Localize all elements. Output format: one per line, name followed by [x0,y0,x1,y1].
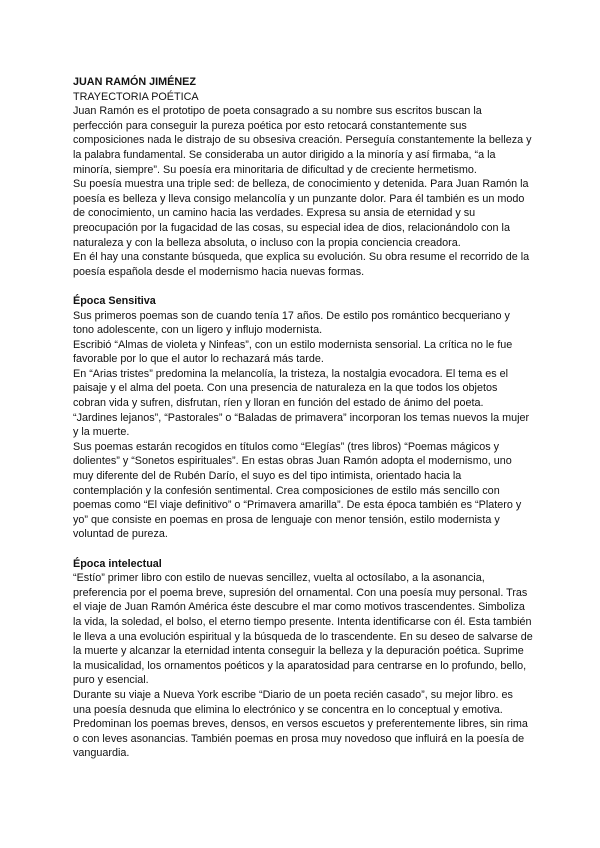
intelectual-paragraph: “Estío” primer libro con estilo de nuevas sencillez, vuelta al octosílabo, a la asonancia, preferencia por el poema breve, supresión del ornamental. Con una poesía muy personal. Tras el viaje de Juan Ramón América éste descubre el mar como motivos trascendentes. Simboliza la vida, la soledad, el bolso, el eterno tiempo presente. Intenta identificarse con él. Esta también le lleva a una evolución espiritual y la búsqueda de lo trascendente. En su deseo de salvarse de la muerte y alcanzar la eternidad intenta conseguir la belleza y la depuración poética. Suprime la musicalidad, los ornamentos poéticos y la aparatosidad para centrarse en lo profundo, bello, puro y esencial. [73,572,533,687]
intro-paragraph: Su poesía muestra una triple sed: de belleza, de conocimiento y detenida. Para Juan Ramón la poesía es belleza y lleva consigo melancolía y un punzante dolor. Para él también es un modo de conocimiento, un camino hacia las verdades. Expresa su ansia de eternidad y su preocupación por la fugacidad de las cosas, su especial idea de dios, relacionándolo con la naturaleza y con la belleza absoluta, o incluso con la propia conciencia creadora. [73,178,529,249]
section-heading-intelectual: Época intelectual [73,557,162,570]
sensitiva-paragraph: En “Arias tristes” predomina la melancolía, la tristeza, la nostalgia evocadora. El tema es el paisaje y el alma del poeta. Con una presencia de naturaleza en la que todos los objetos cobran vida y sufren, disfrutan, ríen y lloran en función del estado de ánimo del poeta. [73,367,509,410]
document-subtitle: TRAYECTORIA POÉTICA [73,90,199,103]
intro-paragraph: Juan Ramón es el prototipo de poeta consagrado a su nombre sus escritos buscan la perfección para conseguir la pureza poética por esto retocará constantemente sus composiciones nada le distrajo de su obsesiva creación. Perseguía constantemente la belleza y la palabra fundamental. Se consideraba un autor dirigido a la minoría y así firmaba, “a la minoría, siempre”. Su poesía era minoritaria de dificultad y de creciente hermetismo. [73,105,532,176]
document-title: JUAN RAMÓN JIMÉNEZ [73,76,196,88]
section-heading-sensitiva: Época Sensitiva [73,294,156,307]
intelectual-paragraph: Durante su viaje a Nueva York escribe “Diario de un poeta recién casado”, su mejor libro. es una poesía desnuda que elimina lo electrónico y se concentra en lo conceptual y emotiva. Predominan los poemas breves, densos, en versos escuetos y preferentemente libres, sin rima o con leves asonancias. También poemas en prosa muy novedoso que influirá en la poesía de vanguardia. [73,688,528,760]
sensitiva-paragraph: “Jardines lejanos”, “Pastorales” o “Baladas de primavera” incorporan los temas nuevos la mujer y la muerte. [73,411,530,439]
sensitiva-paragraph: Sus primeros poemas son de cuando tenía 17 años. De estilo pos romántico becqueriano y tono adolescente, con un ligero y influjo modernista. [73,309,510,337]
document-page [73,75,533,761]
sensitiva-paragraph: Escribió “Almas de violeta y Ninfeas”, con un estilo modernista sensorial. La crítica no le fue favorable por lo que el autor lo rechazará más tarde. [73,338,513,366]
intro-paragraph: En él hay una constante búsqueda, que explica su evolución. Su obra resume el recorrido de la poesía española desde el modernismo hacia nuevas formas. [73,251,530,278]
sensitiva-paragraph: Sus poemas estarán recogidos en títulos como “Elegías” (tres libros) “Poemas mágicos y dolientes” y “Sonetos espirituales”. En estas obras Juan Ramón adopta el modernismo, uno muy diferente del de Rubén Darío, el suyo es del tipo intimista, orientado hacia la contemplación y la confesión sentimental. Crea composiciones de estilo más sencillo con poemas como “El viaje definitivo” o “Primavera amarilla”. De esta época también es “Platero y yo” que consiste en poemas en prosa de lenguaje con menor tensión, estilo modernista y voluntad de pureza. [73,440,522,541]
